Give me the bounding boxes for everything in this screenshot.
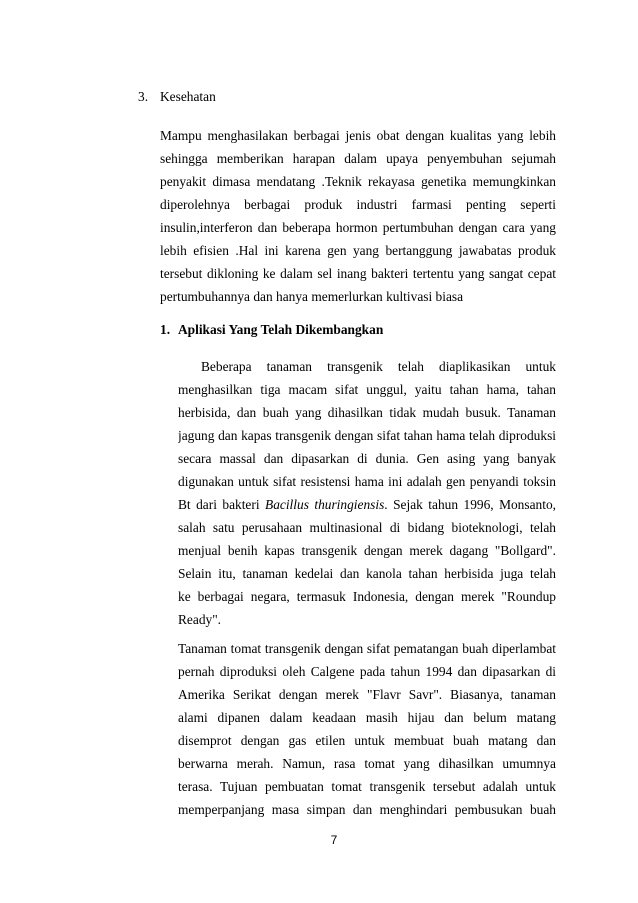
subsection-paragraph-1 bbox=[178, 355, 556, 631]
subsection-paragraph-2 bbox=[178, 637, 556, 821]
paragraph-line: Selain itu, tanaman kedelai dan kanola tahan herbisida juga telah bbox=[178, 566, 556, 581]
paragraph-line: berwarna merah. Namun, rasa tomat yang dihasilkan umumnya bbox=[178, 756, 556, 771]
paragraph-line: disemprot dengan gas etilen untuk membuat buah matang dan bbox=[178, 733, 556, 748]
paragraph-line: terasa. Tujuan pembuatan tomat transgenik tersebut adalah untuk bbox=[178, 779, 556, 794]
paragraph-line: memperpanjang masa simpan dan menghindari pembusukan buah bbox=[178, 802, 556, 817]
paragraph-line: digunakan untuk sifat resistensi hama ini adalah gen penyandi toksin bbox=[178, 474, 556, 489]
text-segment: . Sejak tahun 1996, Monsanto, bbox=[384, 497, 556, 512]
paragraph-line: Ready". bbox=[178, 612, 222, 627]
paragraph-line: tersebut dikloning ke dalam sel inang bakteri tertentu yang sangat cepat bbox=[160, 266, 556, 281]
section-number: 3. bbox=[138, 89, 149, 104]
paragraph-line: Beberapa tanaman transgenik telah diaplikasikan untuk bbox=[201, 359, 556, 374]
paragraph-line-italic bbox=[178, 493, 556, 516]
page-number: 7 bbox=[330, 833, 338, 847]
paragraph-line: menghasilkan tiga macam sifat unggul, yaitu tahan hama, tahan bbox=[178, 382, 556, 397]
species-name: Bacillus thuringiensis bbox=[265, 497, 385, 512]
paragraph-line: Mampu menghasilakan berbagai jenis obat dengan kualitas yang lebih bbox=[160, 128, 556, 143]
paragraph-line: jagung dan kapas transgenik dengan sifat tahan hama telah diproduksi bbox=[178, 428, 556, 443]
paragraph-line: secara massal dan dipasarkan di dunia. Gen asing yang banyak bbox=[178, 451, 556, 466]
paragraph-line: Amerika Serikat dengan merek "Flavr Savr". Biasanya, tanaman bbox=[178, 687, 556, 702]
paragraph-line: diperolehnya berbagai produk industri farmasi penting seperti bbox=[160, 197, 556, 212]
subsection-title: Aplikasi Yang Telah Dikembangkan bbox=[178, 322, 384, 337]
paragraph-line: pertumbuhannya dan hanya memerlurkan kultivasi biasa bbox=[160, 289, 464, 304]
text-segment: Bt dari bakteri bbox=[178, 497, 266, 512]
section-paragraph bbox=[160, 124, 556, 308]
paragraph-line: insulin,interferon dan beberapa hormon pertumbuhan dengan cara yang bbox=[160, 220, 556, 235]
subsection-heading bbox=[160, 322, 383, 338]
paragraph-line: sehingga memberikan harapan dalam upaya penyembuhan sejumah bbox=[160, 151, 556, 166]
paragraph-line: penyakit dimasa mendatang .Teknik rekayasa genetika memungkinkan bbox=[160, 174, 556, 189]
section-heading bbox=[138, 89, 216, 105]
paragraph-line: Tanaman tomat transgenik dengan sifat pematangan buah diperlambat bbox=[178, 641, 556, 656]
subsection-number: 1. bbox=[160, 322, 171, 337]
paragraph-line: lebih efisien .Hal ini karena gen yang bertanggung jawabatas produk bbox=[160, 243, 556, 258]
paragraph-line: alami dipanen dalam keadaan masih hijau dan belum matang bbox=[178, 710, 556, 725]
paragraph-line: herbisida, dan buah yang dihasilkan tidak mudah busuk. Tanaman bbox=[178, 405, 556, 420]
paragraph-line: menjual benih kapas transgenik dengan merek dagang "Bollgard". bbox=[178, 543, 556, 558]
paragraph-line: salah satu perusahaan multinasional di bidang bioteknologi, telah bbox=[178, 520, 556, 535]
section-title: Kesehatan bbox=[160, 89, 216, 104]
paragraph-line: ke berbagai negara, termasuk Indonesia, dengan merek "Roundup bbox=[178, 589, 556, 604]
paragraph-line: pernah diproduksi oleh Calgene pada tahun 1994 dan dipasarkan di bbox=[178, 664, 556, 679]
